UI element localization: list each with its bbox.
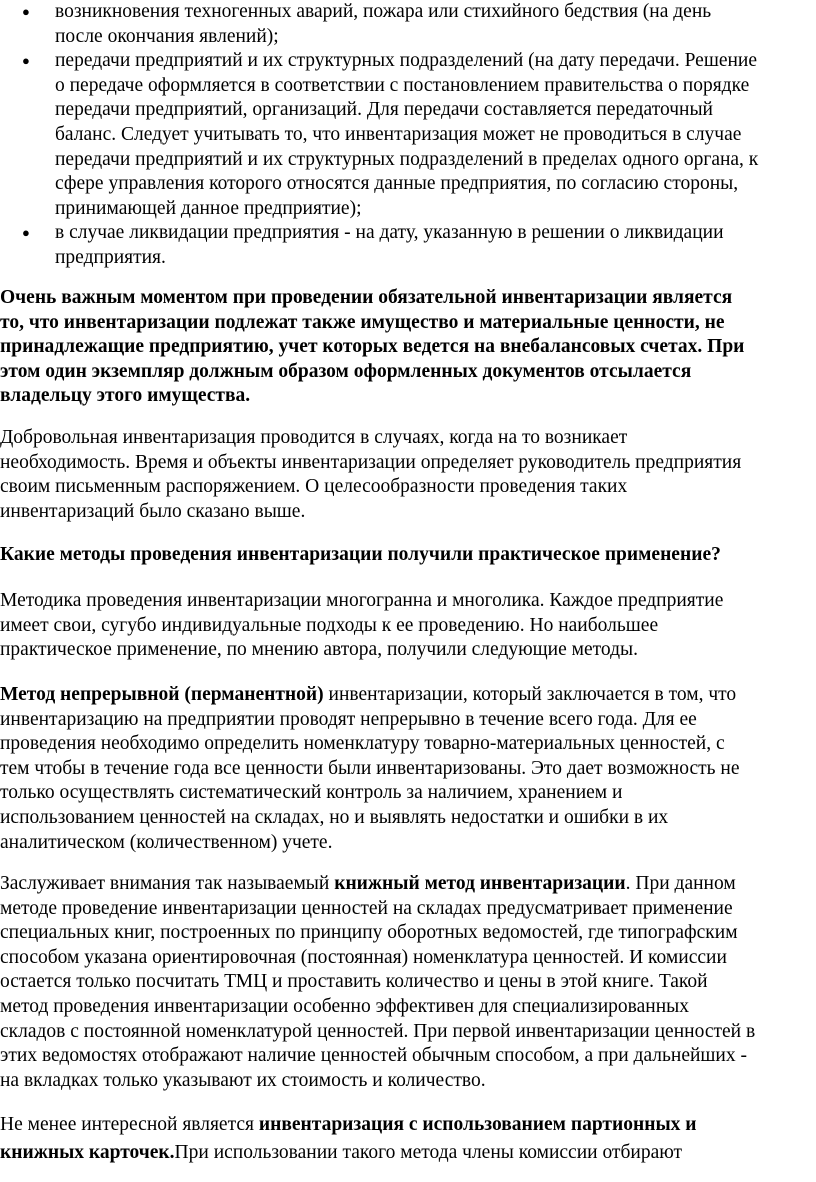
bullet-icon: ● (22, 225, 30, 241)
continuous-method-paragraph: Метод непрерывной (перманентной) инвентаризации, который заключается в том, что инвентаризацию на предприятии проводят непрерывно в течение всего года. Для ее проведения необходимо определить номенклатуру товарно-материальных ценностей, с тем чтобы в течение года все ценности были инвентаризованы. Это дает возможность не только осуществлять систематический контроль за наличием, хранением и использованием ценностей на складах, но и выявлять недостатки и ошибки в их аналитическом (количественном) учете. (0, 684, 740, 853)
list-item: ● передачи предприятий и их структурных подразделений (на дату передачи. Решение о передаче оформляется в соответствии с постановлением правительства о порядке передачи предприятий, организаций. Для передачи составляется передаточный баланс. Следует учитывать то, что инвентаризация может не проводиться в случае передачи предприятий и их структурных подразделений в пределах одного органа, к сфере управления которого относятся данные предприятия, по согласию стороны, принимающей данное предприятие); (22, 50, 759, 219)
list-item: ● возникновения техногенных аварий, пожара или стихийного бедствия (на день после окончания явлений); (22, 1, 712, 47)
book-method-paragraph: Заслуживает внимания так называемый книжный метод инвентаризации. При данном методе проведение инвентаризации ценностей на складах предусматривает применение специальных книг, построенных по принципу оборотных ведомостей, где типографским способом указана ориентировочная (постоянная) номенклатура ценностей. И комиссии остается только посчитать ТМЦ и проставить количество и цены в этой книге. Такой метод проведения инвентаризации особенно эффективен для специализированных складов с постоянной номенклатурой ценностей. При первой инвентаризации ценностей в этих ведомостях отображают наличие ценностей обычным способом, а при дальнейших - на вкладках только указывают их стоимость и количество. (0, 873, 756, 1091)
bullet-icon: ● (22, 4, 30, 19)
bold-paragraph: Очень важным моментом при проведении обязательной инвентаризации является то, что инвентаризации подлежат также имущество и материальные ценности, не принадлежащие предприятию, учет которых ведется на внебалансовых счетах. При этом один экземпляр должным образом оформленных документов отсылается владельцу этого имущества. (0, 287, 745, 407)
section-heading: Какие методы проведения инвентаризации получили практическое применение? (0, 544, 721, 565)
voluntary-paragraph: Добровольная инвентаризация проводится в случаях, когда на то возникает необходимость. Время и объекты инвентаризации определяет руководитель предприятия своим письменным распоряжением. О целесообразности проведения таких инвентаризаций было сказано выше. (0, 427, 742, 522)
bullet-list (0, 0, 816, 271)
methods-intro-paragraph: Методика проведения инвентаризации многогранна и многолика. Каждое предприятие имеет свои, сугубо индивидуальные подходы к ее проведению. Но наибольшее практическое применение, по мнению автора, получили следующие методы. (0, 590, 724, 661)
bullet-icon: ● (22, 53, 30, 69)
card-method-paragraph: Не менее интересной является инвентаризация с использованием партионных и книжных карточек.При использовании такого метода члены комиссии отбирают (0, 1114, 697, 1163)
list-item: ● в случае ликвидации предприятия - на дату, указанную в решении о ликвидации предприятия. (22, 222, 724, 268)
